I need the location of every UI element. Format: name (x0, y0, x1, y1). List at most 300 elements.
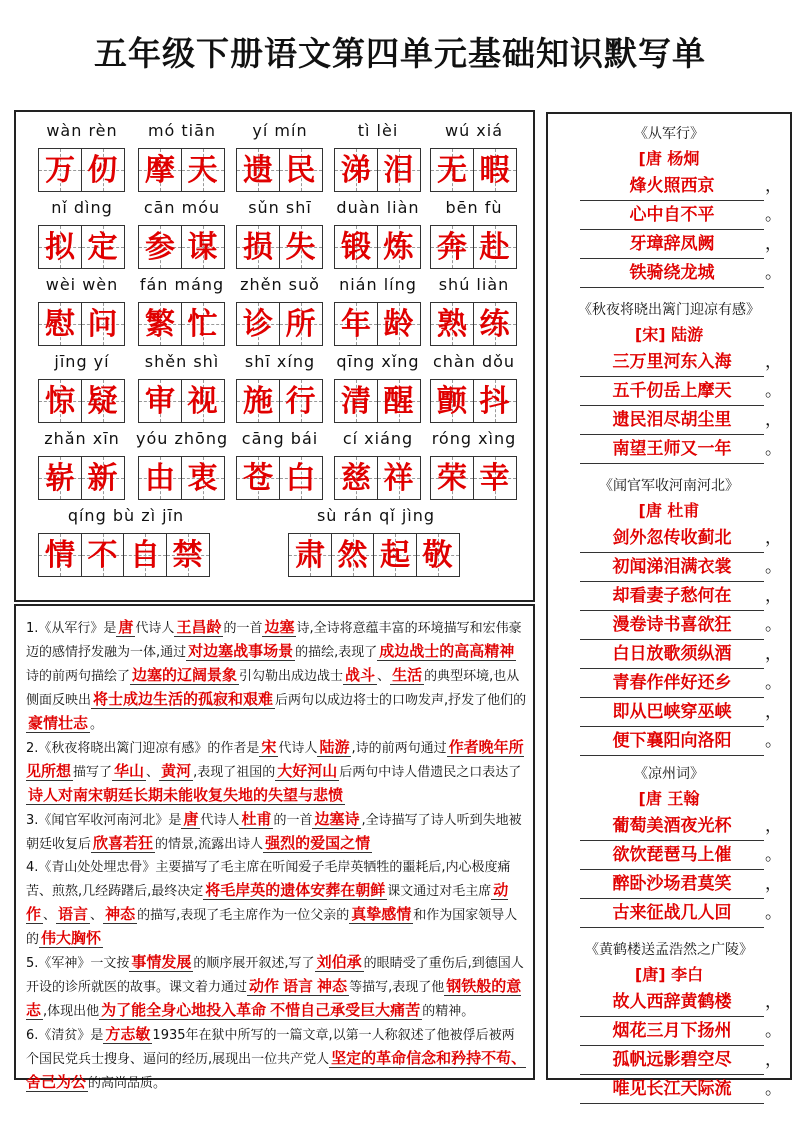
answer-character: 忙 (187, 307, 218, 342)
poem-block (548, 938, 790, 1104)
vocab-word (428, 349, 520, 431)
note-1: 1.《从军行》是 唐 代诗人 王昌龄 的一首 边塞 诗,全诗将意蕴丰富的环境描写和宏伟豪迈的感情抒发融为一体,通过 对边塞战事场景 的描绘,表现了 成边战士的高高精神诗的前两句描绘了 边塞的辽阔景象 引勾勒出成边战士 战斗 、 生活 的典型环境,也从侧面反映出 将士成边生活的孤寂和艰难 后两句以成边将士的口吻发声,抒发了他们的豪情壮志 。 (26, 618, 527, 732)
poem-line (580, 259, 782, 288)
vocab-word (136, 426, 228, 508)
answer-character: 天 (187, 153, 218, 188)
poem-author: [唐] 李白 (634, 965, 704, 984)
poem-line (580, 582, 782, 611)
poem-line (580, 669, 782, 698)
answer-character: 年 (341, 307, 371, 342)
vocab-row (16, 272, 533, 354)
tianzi-grid (236, 379, 321, 423)
vocab-word (332, 272, 424, 354)
grid-cell (38, 379, 82, 423)
poem-punctuation: 。 (765, 263, 782, 283)
pinyin-label: shú liàn (438, 275, 510, 294)
tianzi-grid (334, 225, 419, 269)
poem-punctuation: ， (765, 644, 782, 664)
pinyin-label: mó tiān (147, 121, 217, 140)
poem-line-text: 漫卷诗书喜欲狂 (612, 615, 732, 635)
note-5: 5.《军神》一文按 事情发展 的顺序展开叙述,写了 刘伯承 的眼睛受了重伤后,到德国人开设的诊所就医的故事。课文着力通过 动作 语言 神态 等描写,表现了他 钢铁般的意志 ,体现出他 为了能全身心地投入革命 不惜自己承受巨大痛苦 的精神。 (26, 953, 524, 1019)
grid-cell (181, 302, 225, 346)
pinyin-label: shěn shì (144, 352, 220, 371)
grid-cell (123, 533, 167, 577)
poem-line-text: 却看妻子愁何在 (612, 586, 732, 606)
poem-line-text: 白日放歌须纵酒 (612, 644, 732, 664)
vocab-word (136, 195, 228, 277)
grid-cell (138, 302, 182, 346)
poem-line-text: 唯见长江天际流 (612, 1079, 732, 1099)
grid-cell (236, 379, 280, 423)
poem-punctuation: 。 (765, 731, 782, 751)
poem-block (548, 762, 790, 928)
poem-punctuation: 。 (765, 381, 782, 401)
vocab-word (136, 118, 228, 200)
grid-cell (166, 533, 210, 577)
note-4: 4.《青山处处埋忠骨》主要描写了毛主席在听闻爱子毛岸英牺牲的噩耗后,内心极度痛苦、煎熬,几经踌躇后,最终决定 将毛岸英的遗体安葬在朝鲜 课文通过对毛主席 动作 、 语言 、 神态 的描写,表现了毛主席作为一位父亲的 真挚感情 和作为国家领导人的 伟大胸怀 (26, 860, 518, 947)
poem-line-text: 剑外忽传收蓟北 (612, 528, 732, 548)
poem-line-text: 心中自不平 (629, 205, 715, 225)
poem-line-text: 便下襄阳向洛阳 (612, 731, 732, 751)
tianzi-grid (236, 302, 321, 346)
vocab-word (234, 349, 326, 431)
grid-cell (81, 533, 125, 577)
poem-line-text: 牙璋辞凤阙 (629, 234, 715, 254)
note-2: 2.《秋夜将晓出篱门迎凉有感》的作者是 宋 代诗人 陆游 ,诗的前两句通过 作者晚年所见所想 描写了 华山 、 黄河 ,表现了祖国的 大好河山 后两句中诗人借遗民之口表达了诗人对南宋朝廷长期未能收复失地的失望与悲愤 (26, 738, 524, 804)
grid-cell (377, 456, 421, 500)
poem-punctuation: ， (765, 176, 782, 196)
grid-cell (377, 379, 421, 423)
pinyin-label: shī xíng (244, 352, 316, 371)
grid-cell (81, 302, 125, 346)
answer-character: 龄 (383, 307, 414, 342)
pinyin-label: jīng yí (54, 352, 110, 371)
notes-body (26, 616, 527, 1095)
tianzi-grid (334, 379, 419, 423)
grid-cell (473, 456, 517, 500)
answer-character: 祥 (383, 461, 414, 496)
grid-cell (181, 225, 225, 269)
tianzi-grid (430, 379, 515, 423)
poem-line (580, 377, 782, 406)
answer-character: 由 (145, 461, 175, 496)
vocab-idiom (36, 503, 216, 585)
vocab-word (428, 118, 520, 200)
poem-line-text: 烟花三月下扬州 (612, 1021, 732, 1041)
vocab-word (36, 426, 128, 508)
tianzi-grid (236, 456, 321, 500)
tianzi-grid (236, 148, 321, 192)
knowledge-notes-section (14, 604, 535, 1091)
answer-character: 繁 (145, 307, 175, 342)
poem-line (580, 435, 782, 464)
grid-cell (334, 456, 378, 500)
pinyin-label: chàn dǒu (432, 352, 516, 371)
poem-line (580, 841, 782, 870)
pinyin-label: yí mín (252, 121, 308, 140)
grid-cell (430, 225, 474, 269)
vocab-row (16, 426, 533, 508)
grid-cell (236, 225, 280, 269)
poem-line (580, 1017, 782, 1046)
poem-punctuation: ， (765, 586, 782, 606)
grid-cell (416, 533, 460, 577)
vocab-idiom (286, 503, 466, 585)
tianzi-grid (38, 379, 123, 423)
poem-line-text: 烽火照西京 (629, 176, 715, 196)
vocab-word (428, 272, 520, 354)
poem-punctuation: 。 (765, 903, 782, 923)
poem-line (580, 727, 782, 756)
vocab-word (428, 195, 520, 277)
grid-cell (279, 456, 323, 500)
page-title: 五年级下册语文第四单元基础知识默写单 (94, 34, 706, 73)
grid-cell (38, 225, 82, 269)
poem-punctuation: 。 (765, 439, 782, 459)
grid-cell (373, 533, 417, 577)
grid-cell (181, 456, 225, 500)
grid-cell (473, 225, 517, 269)
poem-punctuation: 。 (765, 557, 782, 577)
grid-cell (331, 533, 375, 577)
answer-character: 赴 (479, 230, 510, 265)
poem-line (580, 553, 782, 582)
poem-line-text: 青春作伴好还乡 (612, 673, 732, 693)
note-3: 3.《闻官军收河南河北》是 唐 代诗人 杜甫 的一首 边塞诗 ,全诗描写了诗人听到失地被朝廷收复后 欣喜若狂 的情景,流露出诗人 强烈的爱国之情 (26, 810, 522, 852)
grid-cell (377, 225, 421, 269)
grid-cell (138, 148, 182, 192)
grid-cell (473, 148, 517, 192)
poem-line (580, 611, 782, 640)
grid-cell (38, 456, 82, 500)
answer-character: 锻 (341, 230, 371, 265)
pinyin-label: qīng xǐng (336, 352, 420, 371)
tianzi-grid (334, 456, 419, 500)
pinyin-label: róng xìng (431, 429, 517, 448)
answer-character: 所 (285, 307, 316, 342)
pinyin-label: sǔn shī (248, 198, 312, 217)
vocab-word (428, 426, 520, 508)
poem-line-text: 三万里河东入海 (612, 352, 732, 372)
pinyin-label: wèi wèn (45, 275, 119, 294)
poem-punctuation: ， (765, 702, 782, 722)
poem-dictation-section (546, 112, 792, 1099)
vocab-word (36, 349, 128, 431)
answer-character: 摩 (145, 153, 175, 188)
grid-cell (430, 302, 474, 346)
grid-cell (81, 456, 125, 500)
pinyin-label: nǐ dìng (51, 198, 113, 217)
poem-line-text: 葡萄美酒夜光杯 (612, 816, 732, 836)
answer-character: 荣 (437, 461, 467, 496)
grid-cell (81, 148, 125, 192)
vocab-word (332, 349, 424, 431)
answer-character: 泪 (383, 153, 414, 188)
poem-line (580, 348, 782, 377)
grid-cell (279, 302, 323, 346)
poem-punctuation: ， (765, 352, 782, 372)
answer-character: 遗 (243, 153, 273, 188)
grid-cell (279, 225, 323, 269)
vocab-row (16, 349, 533, 431)
tianzi-grid (288, 533, 458, 577)
vocab-word (136, 349, 228, 431)
answer-character: 奔 (437, 230, 467, 265)
poem-punctuation: ， (765, 992, 782, 1012)
poem-line-text: 孤帆远影碧空尽 (612, 1050, 732, 1070)
poem-author: [唐 杜甫 (638, 501, 700, 520)
answer-character: 不 (87, 538, 118, 573)
poem-line (580, 1046, 782, 1075)
poem-author: [宋] 陆游 (634, 325, 704, 344)
vocab-word (234, 272, 326, 354)
vocab-word (36, 195, 128, 277)
answer-character: 敬 (422, 538, 453, 573)
answer-character: 起 (380, 538, 410, 573)
grid-cell (81, 379, 125, 423)
poem-line-text: 即从巴峡穿巫峡 (612, 702, 732, 722)
pinyin-label: cāng bái (241, 429, 319, 448)
grid-cell (138, 379, 182, 423)
poem-author: [唐 王翰 (638, 789, 700, 808)
poem-title: 《黄鹤楼送孟浩然之广陵》 (585, 942, 753, 958)
poem-line-text: 五千仞岳上摩天 (612, 381, 732, 401)
vocab-row (16, 503, 533, 585)
answer-character: 定 (87, 230, 118, 265)
poem-line (580, 640, 782, 669)
pinyin-label: cí xiáng (342, 429, 414, 448)
grid-cell (181, 148, 225, 192)
tianzi-grid (38, 302, 123, 346)
poem-author: [唐 杨炯 (638, 149, 700, 168)
answer-character: 诊 (243, 307, 273, 342)
poem-block (548, 298, 790, 464)
poem-punctuation: ， (765, 410, 782, 430)
poem-line (580, 1075, 782, 1104)
poem-line (580, 524, 782, 553)
answer-character: 练 (479, 307, 510, 342)
grid-cell (181, 379, 225, 423)
tianzi-grid (334, 148, 419, 192)
grid-cell (430, 148, 474, 192)
tianzi-grid (138, 225, 223, 269)
vocab-word (332, 426, 424, 508)
pinyin-label: zhǎn xīn (44, 429, 120, 448)
pinyin-label: tì lèi (357, 121, 399, 140)
answer-character: 崭 (45, 461, 75, 496)
answer-character: 抖 (479, 384, 510, 419)
poem-block (548, 474, 790, 756)
answer-character: 自 (130, 538, 160, 573)
grid-cell (138, 225, 182, 269)
pinyin-label: duàn liàn (336, 198, 420, 217)
answer-character: 颤 (437, 384, 467, 419)
poem-line (580, 201, 782, 230)
poem-line (580, 698, 782, 727)
poem-line-text: 欲饮琵琶马上催 (612, 845, 732, 865)
answer-character: 无 (437, 153, 467, 188)
grid-cell (236, 148, 280, 192)
answer-character: 失 (285, 230, 316, 265)
poem-punctuation: ， (765, 234, 782, 254)
vocab-row (16, 118, 533, 200)
vocab-word (234, 118, 326, 200)
tianzi-grid (430, 456, 515, 500)
vocab-word (234, 195, 326, 277)
vocab-word (36, 118, 128, 200)
grid-cell (38, 148, 82, 192)
answer-character: 拟 (45, 230, 75, 265)
poem-line-text: 初闻涕泪满衣裳 (612, 557, 732, 577)
poem-line-text: 铁骑绕龙城 (629, 263, 715, 283)
poem-line (580, 172, 782, 201)
answer-character: 暇 (479, 153, 510, 188)
answer-character: 清 (341, 384, 371, 419)
answer-character: 新 (87, 461, 118, 496)
tianzi-grid (38, 456, 123, 500)
answer-character: 损 (243, 230, 273, 265)
answer-character: 肃 (295, 538, 325, 573)
grid-cell (279, 379, 323, 423)
poem-title: 《凉州词》 (634, 766, 704, 782)
tianzi-grid (430, 148, 515, 192)
poem-line-text: 古来征战几人回 (612, 903, 732, 923)
grid-cell (288, 533, 332, 577)
poem-line (580, 899, 782, 928)
tianzi-grid (334, 302, 419, 346)
vocab-word (234, 426, 326, 508)
answer-character: 问 (87, 307, 118, 342)
answer-character: 慈 (341, 461, 371, 496)
poem-title: 《秋夜将晓出篱门迎凉有感》 (578, 302, 760, 318)
answer-character: 慰 (45, 307, 75, 342)
vocab-word (136, 272, 228, 354)
poem-punctuation: 。 (765, 1079, 782, 1099)
poem-punctuation: ， (765, 816, 782, 836)
poem-line-text: 醉卧沙场君莫笑 (612, 874, 732, 894)
answer-character: 苍 (243, 461, 273, 496)
answer-character: 然 (337, 538, 368, 573)
grid-cell (236, 302, 280, 346)
tianzi-grid (138, 148, 223, 192)
grid-cell (334, 379, 378, 423)
answer-character: 审 (145, 384, 175, 419)
pinyin-label: qíng bù zì jīn (67, 506, 185, 525)
grid-cell (38, 302, 82, 346)
vocab-word (332, 118, 424, 200)
answer-character: 视 (187, 384, 218, 419)
pinyin-label: wàn rèn (46, 121, 118, 140)
poem-punctuation: 。 (765, 1021, 782, 1041)
answer-character: 谋 (187, 230, 218, 265)
answer-character: 仞 (87, 153, 118, 188)
answer-character: 白 (285, 461, 316, 496)
answer-character: 万 (45, 153, 75, 188)
grid-cell (377, 148, 421, 192)
answer-character: 民 (285, 153, 316, 188)
tianzi-grid (38, 148, 123, 192)
grid-cell (81, 225, 125, 269)
poem-block (548, 122, 790, 288)
grid-cell (138, 456, 182, 500)
pinyin-label: bēn fù (445, 198, 503, 217)
poem-punctuation: 。 (765, 845, 782, 865)
grid-cell (38, 533, 82, 577)
vocabulary-section (14, 110, 535, 602)
poem-punctuation: ， (765, 1050, 782, 1070)
answer-character: 情 (45, 538, 75, 573)
answer-character: 衷 (187, 461, 218, 496)
pinyin-label: sù rán qǐ jìng (316, 506, 436, 525)
grid-cell (334, 302, 378, 346)
poem-punctuation: ， (765, 528, 782, 548)
pinyin-label: yóu zhōng (136, 429, 229, 448)
poem-line (580, 988, 782, 1017)
grid-cell (334, 148, 378, 192)
answer-character: 涕 (341, 153, 371, 188)
tianzi-grid (138, 456, 223, 500)
poem-line (580, 812, 782, 841)
poem-line (580, 230, 782, 259)
answer-character: 施 (243, 384, 273, 419)
pinyin-label: zhěn suǒ (240, 275, 320, 294)
answer-character: 禁 (172, 538, 203, 573)
poem-punctuation: 。 (765, 615, 782, 635)
tianzi-grid (138, 379, 223, 423)
tianzi-grid (38, 225, 123, 269)
poem-line-text: 故人西辞黄鹤楼 (612, 992, 732, 1012)
tianzi-grid (138, 302, 223, 346)
pinyin-label: fán máng (139, 275, 225, 294)
poem-line (580, 406, 782, 435)
tianzi-grid (430, 225, 515, 269)
answer-character: 参 (145, 230, 175, 265)
poem-title: 《闻官军收河南河北》 (599, 478, 739, 494)
pinyin-label: cān móu (143, 198, 221, 217)
grid-cell (236, 456, 280, 500)
tianzi-grid (38, 533, 208, 577)
poem-line-text: 遗民泪尽胡尘里 (612, 410, 732, 430)
poem-title: 《从军行》 (634, 126, 704, 142)
answer-character: 疑 (87, 384, 118, 419)
note-6: 6.《清贫》是 方志敏 1935年在狱中所写的一篇文章,以第一人称叙述了他被俘后被两个国民党兵士搜身、逼问的经历,展现出一位共产党人 坚定的革命信念和矜持不苟、舍己为公 的高尚品质。 (26, 1025, 527, 1091)
pinyin-label: wú xiá (444, 121, 504, 140)
answer-character: 炼 (383, 230, 414, 265)
answer-character: 幸 (479, 461, 510, 496)
tianzi-grid (430, 302, 515, 346)
tianzi-grid (236, 225, 321, 269)
grid-cell (279, 148, 323, 192)
answer-character: 熟 (437, 307, 467, 342)
grid-cell (473, 302, 517, 346)
grid-cell (334, 225, 378, 269)
vocab-word (36, 272, 128, 354)
pinyin-label: nián líng (339, 275, 417, 294)
grid-cell (430, 379, 474, 423)
vocab-row (16, 195, 533, 277)
vocab-word (332, 195, 424, 277)
grid-cell (377, 302, 421, 346)
grid-cell (430, 456, 474, 500)
poem-line-text: 南望王师又一年 (612, 439, 732, 459)
answer-character: 醒 (383, 384, 414, 419)
poem-punctuation: 。 (765, 673, 782, 693)
grid-cell (473, 379, 517, 423)
poem-line (580, 870, 782, 899)
answer-character: 行 (285, 384, 316, 419)
answer-character: 惊 (45, 384, 75, 419)
poem-punctuation: 。 (765, 205, 782, 225)
